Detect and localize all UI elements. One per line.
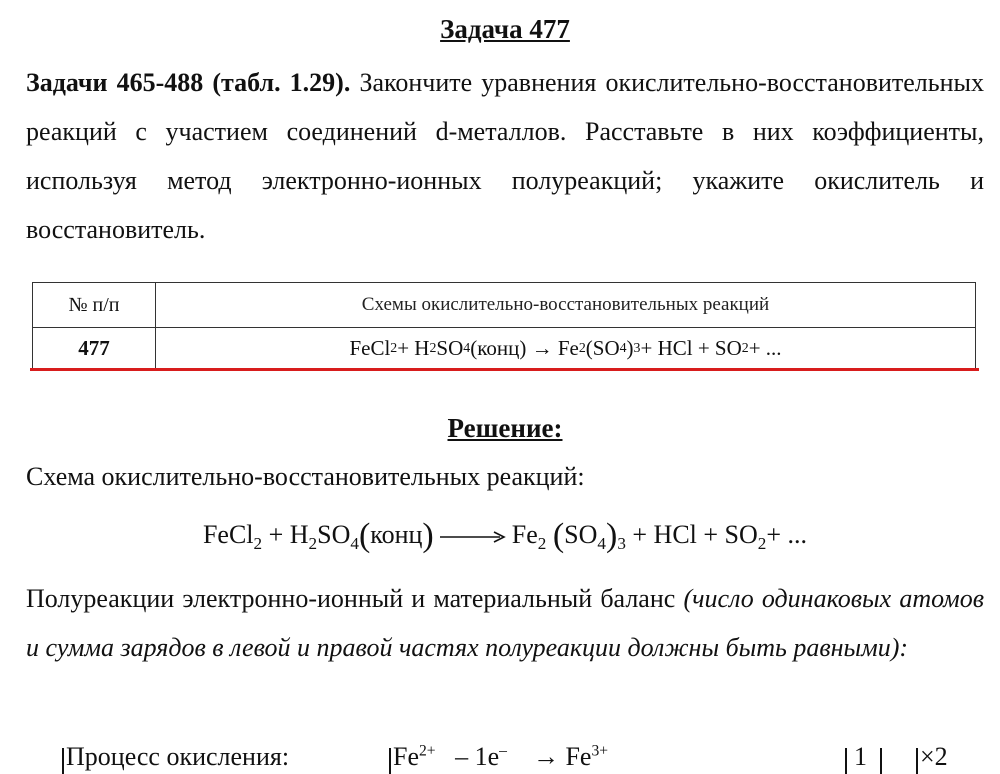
row-number: 477 (33, 328, 156, 368)
bracket-bar (845, 748, 847, 774)
reaction-table (32, 282, 976, 369)
oxidation-label: Процесс окисления: (66, 742, 290, 771)
reaction-equation: FeCl$_2$ + $H_2SO_4(конц)$ $Fe_2$ $(SO_4)_3$ + HCl + $SO_2+$ ... (202, 517, 808, 554)
header-scheme: Схемы окислительно-восстановительных реакций (361, 294, 770, 315)
balance-text: Полуреакции электронно-ионный и материальный баланс (26, 584, 676, 613)
scheme-label: Схема окислительно-восстановительных реакций: (26, 462, 585, 491)
row-scheme: FeCl 2 + H 2 SO 4 (конц) → Fe 2 (SO 4 ) 3 + HCl + SO 2 + ... (349, 335, 782, 360)
task-title: Задача 477 (440, 14, 570, 44)
balance-paragraph (26, 574, 984, 672)
task-statement (26, 58, 984, 254)
multiplier: ×2 (920, 742, 948, 771)
long-arrow-icon (440, 530, 506, 544)
task-range-label: Задачи 465-488 (табл. 1.29). (26, 68, 351, 97)
balance-note: (число одинаковых атомов и сумма зарядов в левой и правой частях полуреакции должны быть равными): (26, 584, 985, 662)
oxidation-half-reaction: $Fe^{2+}$ – 1e– → $Fe^{3+}$ (393, 742, 609, 771)
red-underline (30, 368, 979, 371)
header-number: № п/п (33, 283, 156, 327)
bracket-bar (916, 748, 918, 774)
coefficient: 1 (854, 742, 867, 771)
task-instructions: Закончите уравнения окислительно-восстановительных реакций с участием соединений d-металлов. Расставьте в них коэффициенты, используя метод электронно-ионных полуреакций; укажите окислитель и восстановитель. (26, 68, 984, 244)
table-header-row (33, 283, 975, 328)
table-row (33, 328, 975, 368)
solution-heading: Решение: (447, 413, 563, 443)
bracket-bar (389, 748, 391, 774)
bracket-bar (62, 748, 64, 774)
bracket-bar (880, 748, 882, 774)
